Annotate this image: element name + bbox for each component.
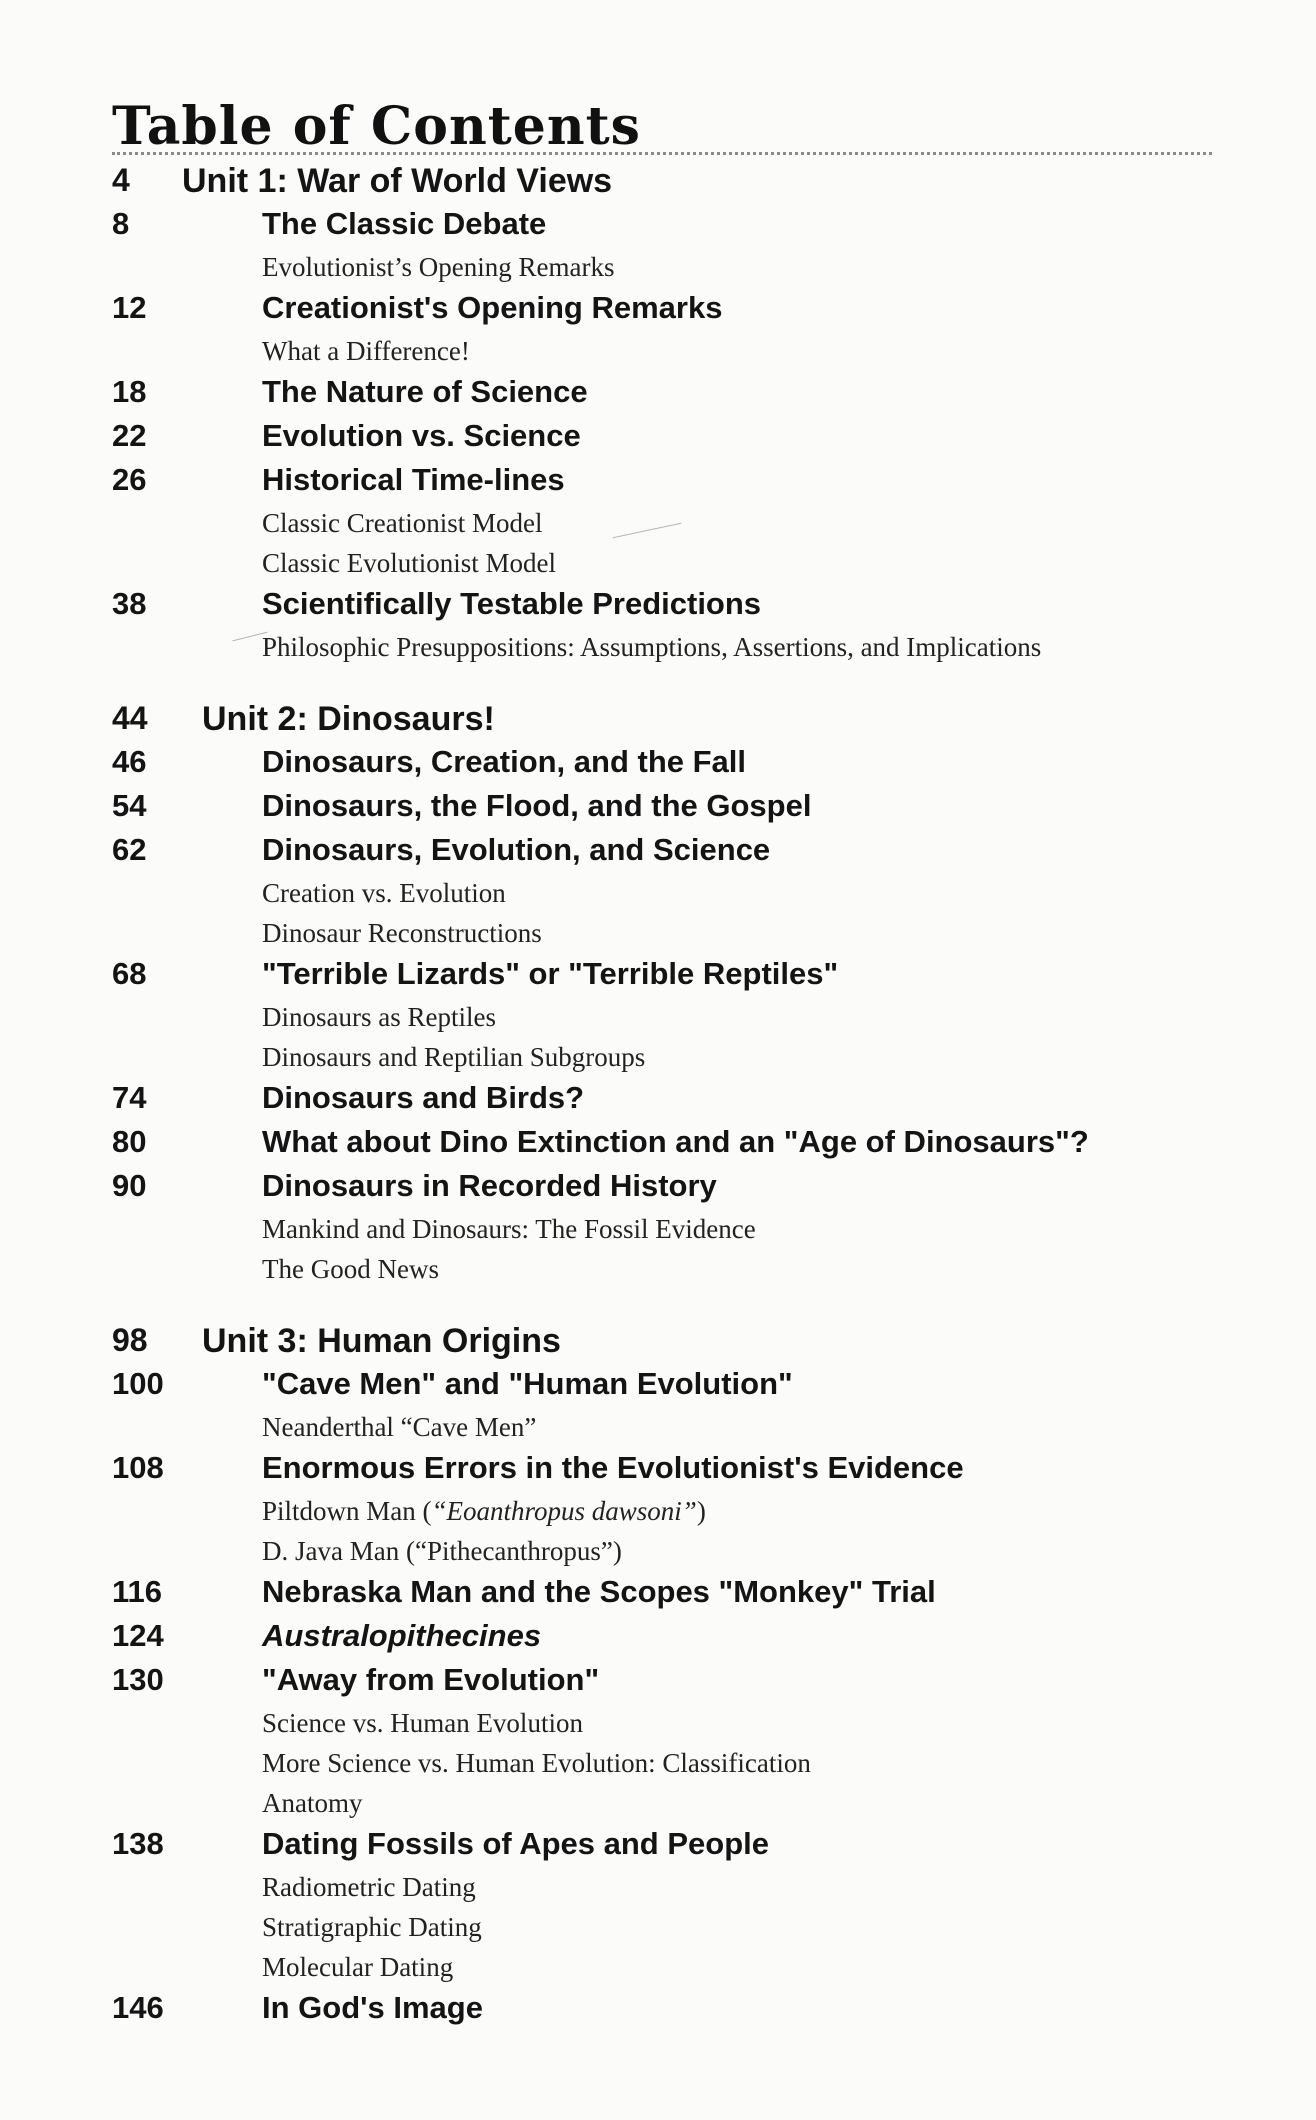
toc-subsection-entry bbox=[0, 1742, 1316, 1782]
title-dotted-rule bbox=[112, 152, 1212, 155]
page-number: 116 bbox=[112, 1574, 163, 1609]
page-number: 4 bbox=[112, 162, 130, 198]
page-number: 100 bbox=[112, 1366, 164, 1401]
toc-subsection-entry bbox=[0, 1702, 1316, 1742]
toc-subsection-entry bbox=[0, 1036, 1316, 1076]
toc-chapter-entry[interactable] bbox=[0, 370, 1316, 414]
chapter-title: Dinosaurs, Creation, and the Fall bbox=[262, 744, 747, 779]
chapter-title: Scientifically Testable Predictions bbox=[262, 586, 762, 621]
toc-subsection-entry bbox=[0, 330, 1316, 370]
page-number: 8 bbox=[112, 206, 130, 241]
toc-chapter-entry[interactable] bbox=[0, 202, 1316, 246]
subsection-title: What a Difference! bbox=[262, 336, 470, 366]
toc-unit-heading[interactable] bbox=[0, 696, 1316, 740]
subsection-title: Radiometric Dating bbox=[262, 1872, 476, 1902]
toc-subsection-entry bbox=[0, 912, 1316, 952]
chapter-title: "Away from Evolution" bbox=[262, 1662, 600, 1697]
chapter-title: Enormous Errors in the Evolutionist's Evidence bbox=[262, 1450, 964, 1485]
chapter-title: Dinosaurs, the Flood, and the Gospel bbox=[262, 788, 812, 823]
toc-subsection-entry bbox=[0, 1906, 1316, 1946]
subsection-title: Dinosaur Reconstructions bbox=[262, 918, 542, 948]
subsection-title: D. Java Man (“Pithecanthropus”) bbox=[262, 1536, 622, 1566]
subsection-title bbox=[262, 1496, 706, 1527]
subsection-title: Neanderthal “Cave Men” bbox=[262, 1412, 537, 1442]
toc-subsection-entry bbox=[0, 1946, 1316, 1986]
page-number: 46 bbox=[112, 744, 147, 779]
subsection-text: Piltdown Man ( bbox=[262, 1496, 432, 1526]
toc-chapter-entry[interactable] bbox=[0, 1076, 1316, 1120]
chapter-title: In God's Image bbox=[262, 1990, 483, 2025]
toc-subsection-entry bbox=[0, 542, 1316, 582]
toc-chapter-entry[interactable] bbox=[0, 1164, 1316, 1208]
page-number: 62 bbox=[112, 832, 147, 867]
chapter-title: Dinosaurs in Recorded History bbox=[262, 1168, 717, 1203]
page-number: 54 bbox=[112, 788, 147, 823]
page-number: 108 bbox=[112, 1450, 164, 1485]
toc-chapter-entry[interactable] bbox=[0, 1570, 1316, 1614]
subsection-title: Stratigraphic Dating bbox=[262, 1912, 482, 1942]
page-number: 146 bbox=[112, 1990, 164, 2025]
toc-chapter-entry[interactable] bbox=[0, 286, 1316, 330]
toc-unit-heading[interactable] bbox=[0, 1318, 1316, 1362]
page-number: 12 bbox=[112, 290, 147, 325]
toc-chapter-entry[interactable] bbox=[0, 784, 1316, 828]
subsection-title: Evolutionist’s Opening Remarks bbox=[262, 252, 615, 282]
unit-title: Unit 3: Human Origins bbox=[202, 1322, 561, 1360]
chapter-title: Dinosaurs, Evolution, and Science bbox=[262, 832, 771, 867]
toc-chapter-entry[interactable] bbox=[0, 1446, 1316, 1490]
subsection-title: Science vs. Human Evolution bbox=[262, 1708, 583, 1738]
toc-subsection-entry bbox=[0, 872, 1316, 912]
toc-chapter-entry[interactable] bbox=[0, 952, 1316, 996]
toc-chapter-entry[interactable] bbox=[0, 740, 1316, 784]
chapter-title: What about Dino Extinction and an "Age of Dinosaurs"? bbox=[262, 1124, 1089, 1159]
subsection-title: The Good News bbox=[262, 1254, 439, 1284]
page-number: 80 bbox=[112, 1124, 147, 1159]
page-number: 22 bbox=[112, 418, 147, 453]
toc-chapter-entry[interactable] bbox=[0, 1658, 1316, 1702]
subsection-title: Classic Evolutionist Model bbox=[262, 548, 556, 578]
toc-subsection-entry bbox=[0, 502, 1316, 542]
toc-chapter-entry[interactable] bbox=[0, 1986, 1316, 2030]
toc-chapter-entry[interactable] bbox=[0, 582, 1316, 626]
toc-chapter-entry[interactable] bbox=[0, 1822, 1316, 1866]
subsection-title: Mankind and Dinosaurs: The Fossil Evidence bbox=[262, 1214, 756, 1244]
chapter-title: Evolution vs. Science bbox=[262, 418, 581, 453]
page-number: 138 bbox=[112, 1826, 164, 1861]
chapter-title: "Terrible Lizards" or "Terrible Reptiles" bbox=[262, 956, 839, 991]
toc-subsection-entry bbox=[0, 1248, 1316, 1288]
page-number: 130 bbox=[112, 1662, 164, 1697]
subsection-title: Anatomy bbox=[262, 1788, 363, 1818]
toc-unit-heading[interactable] bbox=[0, 158, 1316, 202]
chapter-title: Dating Fossils of Apes and People bbox=[262, 1826, 769, 1861]
unit-title: Unit 2: Dinosaurs! bbox=[202, 700, 495, 738]
page-number: 98 bbox=[112, 1322, 148, 1358]
page-title: Table of Contents bbox=[112, 96, 641, 157]
page-number: 68 bbox=[112, 956, 147, 991]
toc-chapter-entry[interactable] bbox=[0, 828, 1316, 872]
toc-subsection-entry bbox=[0, 996, 1316, 1036]
toc-subsection-entry bbox=[0, 1530, 1316, 1570]
toc-subsection-entry bbox=[0, 1866, 1316, 1906]
toc-subsection-entry bbox=[0, 246, 1316, 286]
chapter-title: Creationist's Opening Remarks bbox=[262, 290, 723, 325]
toc-chapter-entry[interactable] bbox=[0, 458, 1316, 502]
toc-list bbox=[0, 158, 1316, 2030]
chapter-title: Australopithecines bbox=[262, 1618, 542, 1653]
subsection-title: Molecular Dating bbox=[262, 1952, 454, 1982]
toc-subsection-entry bbox=[0, 1782, 1316, 1822]
chapter-title: Historical Time-lines bbox=[262, 462, 565, 497]
unit-title: Unit 1: War of World Views bbox=[182, 162, 613, 200]
toc-chapter-entry[interactable] bbox=[0, 1120, 1316, 1164]
subsection-text: ) bbox=[696, 1496, 706, 1526]
subsection-title: Classic Creationist Model bbox=[262, 508, 543, 538]
toc-subsection-entry bbox=[0, 1406, 1316, 1446]
subsection-title: Dinosaurs and Reptilian Subgroups bbox=[262, 1042, 646, 1072]
page-number: 74 bbox=[112, 1080, 147, 1115]
chapter-title: Dinosaurs and Birds? bbox=[262, 1080, 585, 1115]
subsection-title: More Science vs. Human Evolution: Classification bbox=[262, 1748, 811, 1778]
toc-subsection-entry bbox=[0, 1490, 1316, 1530]
toc-subsection-entry bbox=[0, 626, 1316, 666]
subsection-title: Philosophic Presuppositions: Assumptions, Assertions, and Implications bbox=[262, 632, 1042, 662]
chapter-title: "Cave Men" and "Human Evolution" bbox=[262, 1366, 793, 1401]
toc-chapter-entry[interactable] bbox=[0, 1614, 1316, 1658]
chapter-title: The Nature of Science bbox=[262, 374, 588, 409]
page-number: 18 bbox=[112, 374, 147, 409]
chapter-title: The Classic Debate bbox=[262, 206, 547, 241]
page-number: 44 bbox=[112, 700, 148, 736]
toc-chapter-entry[interactable] bbox=[0, 1362, 1316, 1406]
chapter-title: Nebraska Man and the Scopes "Monkey" Trial bbox=[262, 1574, 936, 1609]
toc-subsection-entry bbox=[0, 1208, 1316, 1248]
page-number: 26 bbox=[112, 462, 147, 497]
subsection-title: Dinosaurs as Reptiles bbox=[262, 1002, 496, 1032]
page-number: 38 bbox=[112, 586, 147, 621]
page-number: 90 bbox=[112, 1168, 147, 1203]
subsection-italic-text: “Eoanthropus dawsoni” bbox=[431, 1496, 697, 1526]
subsection-title: Creation vs. Evolution bbox=[262, 878, 506, 908]
toc-chapter-entry[interactable] bbox=[0, 414, 1316, 458]
page-number: 124 bbox=[112, 1618, 164, 1653]
